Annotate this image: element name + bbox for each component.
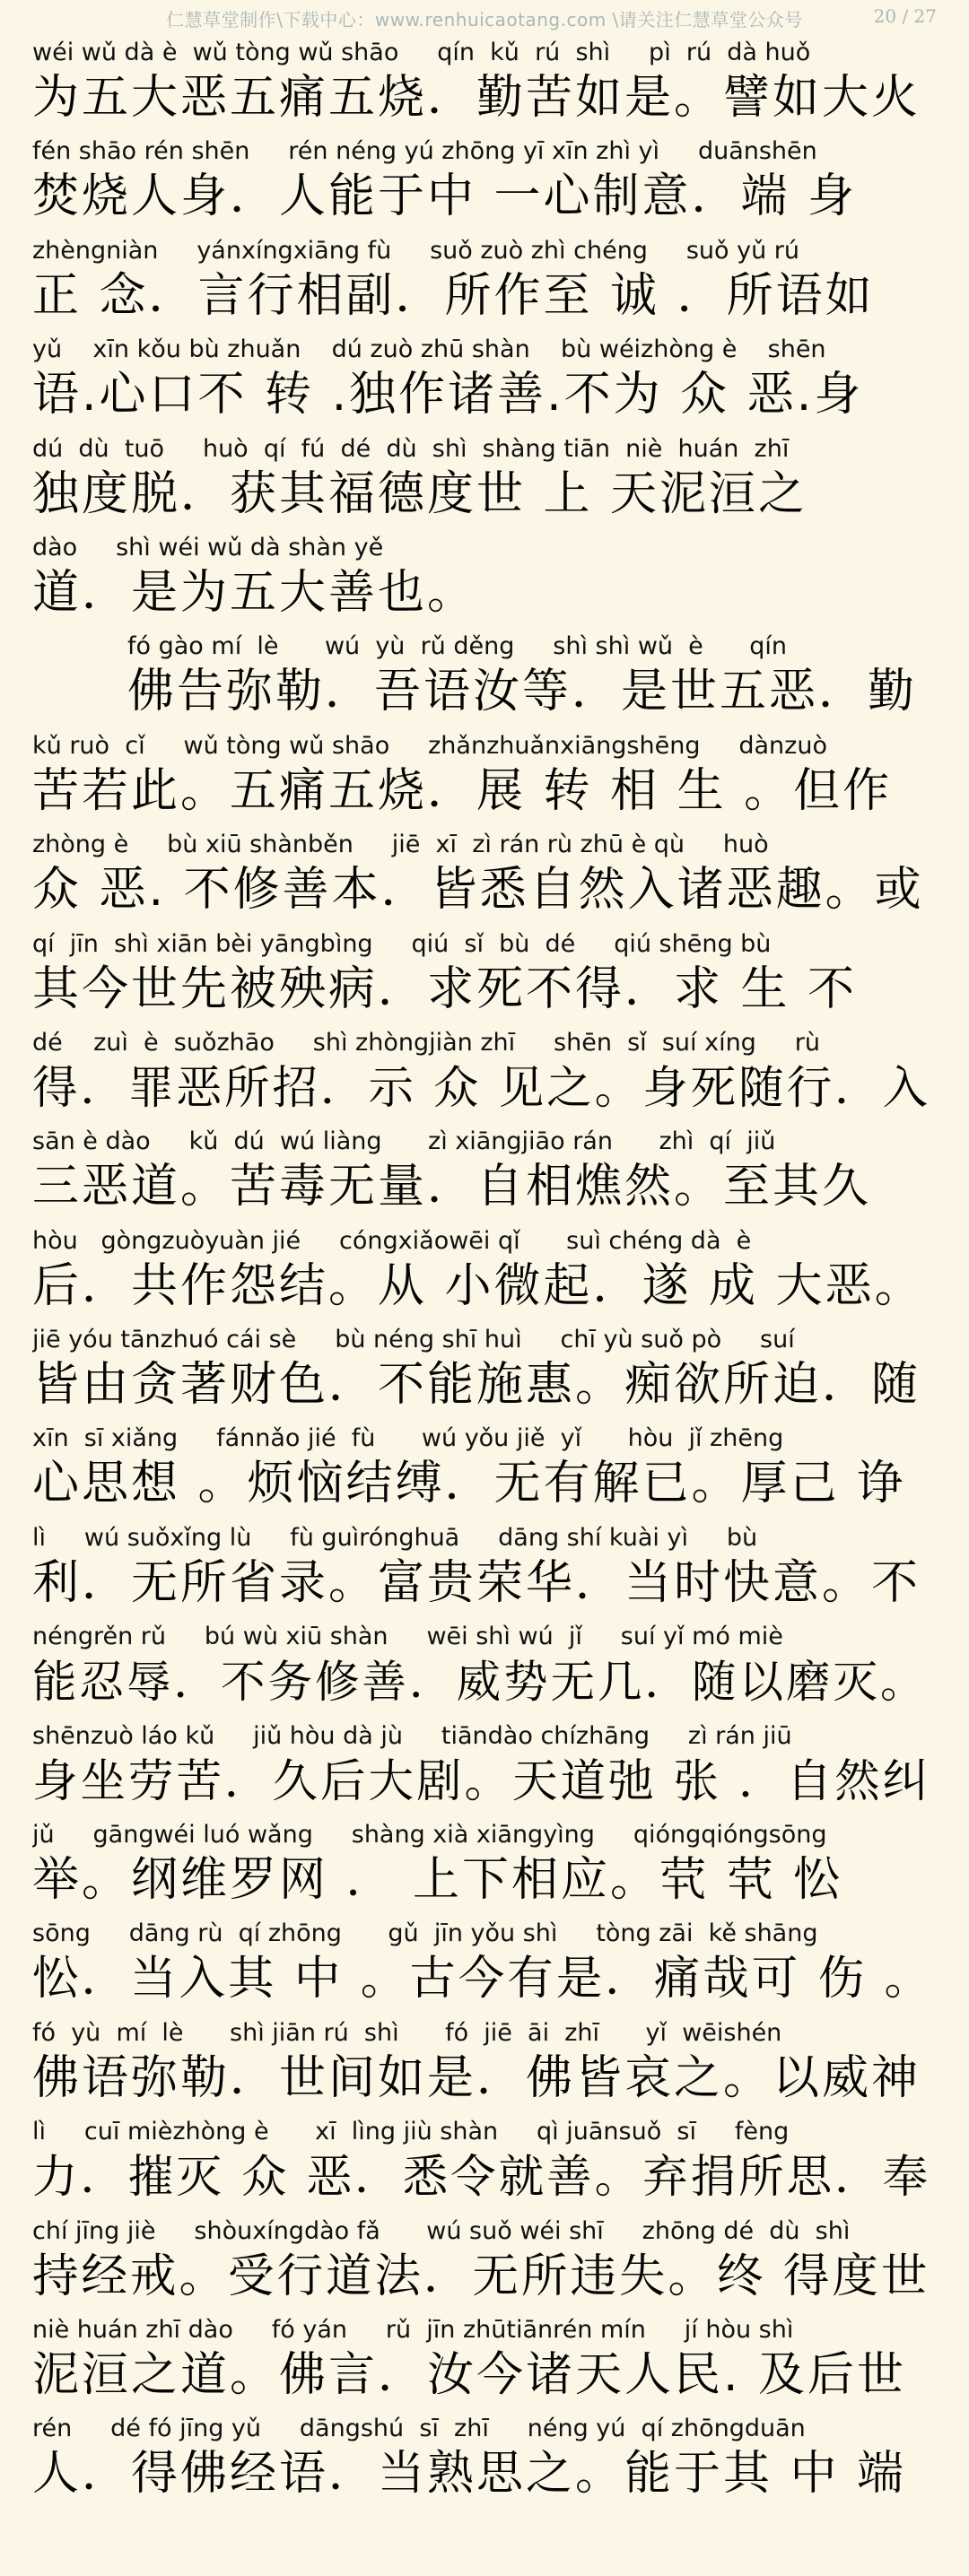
page-header xyxy=(0,0,969,34)
text-line xyxy=(32,34,951,133)
pinyin-annotation: néngrěn rǔ bú wù xiū shàn wēi shì wú jǐ suí yǐ mó miè xyxy=(32,1623,783,1651)
text-line xyxy=(32,1321,951,1420)
text-line xyxy=(32,727,951,826)
chinese-text: 心思想 。烦恼结缚．无有解已。厚己 诤 xyxy=(32,1457,907,1511)
text-line xyxy=(32,232,951,331)
text-line xyxy=(32,2015,951,2113)
text-line xyxy=(32,529,951,628)
pinyin-annotation: rén dé fó jīng yǔ dāngshú sī zhī néng yú qí zhōngduān xyxy=(32,2415,806,2443)
text-line xyxy=(32,1718,951,1816)
chinese-text: 后．共作怨结。从 小微起．遂 成 大恶。 xyxy=(32,1258,924,1313)
pinyin-annotation: fó gào mí lè wú yù rǔ děng shì shì wǔ è qín xyxy=(127,632,788,661)
pinyin-annotation: zhòng è bù xiū shànběn jiē xī zì rán rù zhū è qù huò xyxy=(32,831,769,859)
chinese-text: 其今世先被殃病．求死不得．求 生 不 xyxy=(32,962,858,1016)
chinese-text: 持经戒。受行道法．无所违失。终 得度世 xyxy=(32,2249,930,2303)
text-line xyxy=(32,2213,951,2311)
scripture-text-body xyxy=(32,34,951,2510)
pinyin-annotation: fén shāo rén shēn rén néng yú zhōng yī xīn zhì yì duānshēn xyxy=(32,137,817,166)
pinyin-annotation: chí jīng jiè shòuxíngdào fǎ wú suǒ wéi shī zhōng dé dù shì xyxy=(32,2216,851,2245)
header-source-text: 仁慧草堂制作\下载中心：www.renhuicaotang.com \请关注仁慧草堂公众号 xyxy=(166,9,803,30)
text-line xyxy=(32,628,951,727)
text-line xyxy=(32,1123,951,1222)
pinyin-annotation: dào shì wéi wǔ dà shàn yě xyxy=(32,533,384,561)
chinese-text: 身坐劳苦．久后大剧。天道弛 张 ．自然纠 xyxy=(32,1754,931,1807)
chinese-text: 焚烧人身．人能于中 一心制意．端 身 xyxy=(32,170,858,224)
pinyin-annotation: dú dù tuō huò qí fú dé dù shì shàng tiān niè huán zhī xyxy=(32,434,790,463)
chinese-text: 得．罪恶所招．示 众 见之。身死随行．入 xyxy=(32,1060,931,1114)
pinyin-annotation: shēnzuò láo kǔ jiǔ hòu dà jù tiāndào chízhāng zì rán jiū xyxy=(32,1721,792,1750)
pinyin-annotation: niè huán zhī dào fó yán rǔ jīn zhūtiānrén mín jí hòu shì xyxy=(32,2315,794,2344)
text-line xyxy=(32,1519,951,1618)
text-line xyxy=(32,1223,951,1321)
text-line xyxy=(32,1618,951,1717)
chinese-text: 举。纲维罗网 ． 上下相应。茕 茕 忪 xyxy=(32,1853,843,1908)
pinyin-annotation: sōng dāng rù qí zhōng gǔ jīn yǒu shì tòng zāi kě shāng xyxy=(32,1919,818,1948)
chinese-text: 独度脱．获其福德度世 上 天泥洹之 xyxy=(32,466,808,521)
pinyin-annotation: wéi wǔ dà è wǔ tòng wǔ shāo qín kǔ rú shì pì rú dà huǒ xyxy=(32,39,811,66)
chinese-text: 语.心口不 转 .独作诸善.不为 众 恶.身 xyxy=(32,368,864,422)
text-line xyxy=(32,2311,951,2410)
pinyin-annotation: jiē yóu tānzhuó cái sè bù néng shī huì chī yù suǒ pò suí xyxy=(32,1326,795,1354)
chinese-text: 众 恶. 不修善本．皆悉自然入诸恶趣。或 xyxy=(32,863,924,918)
chinese-text: 力．摧灭 众 恶．悉令就善。弃捐所思．奉 xyxy=(32,2150,931,2204)
chinese-text: 利．无所省录。富贵荣华．当时快意。不 xyxy=(32,1555,921,1610)
pinyin-annotation: kǔ ruò cǐ wǔ tòng wǔ shāo zhǎnzhuǎnxiāngshēng dànzuò xyxy=(32,731,827,760)
pinyin-annotation: zhèngniàn yánxíngxiāng fù suǒ zuò zhì chéng suǒ yǔ rú xyxy=(32,236,800,265)
pinyin-annotation: qí jīn shì xiān bèi yāngbìng qiú sǐ bù dé qiú shēng bù xyxy=(32,929,772,958)
pinyin-annotation: dé zuì è suǒzhāo shì zhòngjiàn zhī shēn sǐ suí xíng rù xyxy=(32,1028,820,1057)
text-line xyxy=(32,1420,951,1519)
text-line xyxy=(32,331,951,430)
pinyin-annotation: hòu gòngzuòyuàn jié cóngxiǎowēi qǐ suì chéng dà è xyxy=(32,1226,752,1255)
text-line xyxy=(32,1816,951,1915)
chinese-text: 忪．当入其 中 。古今有是．痛哉可 伤 。 xyxy=(32,1952,933,2006)
chinese-text: 为五大恶五痛五烧．勤苦如是。譬如大火 xyxy=(32,71,921,125)
page-number: 20 / 27 xyxy=(873,5,937,27)
text-line xyxy=(32,133,951,231)
pinyin-annotation: fó yù mí lè shì jiān rú shì fó jiē āi zhī yǐ wēishén xyxy=(32,2018,782,2047)
pinyin-annotation: lì wú suǒxǐng lù fù guìrónghuā dāng shí kuài yì bù xyxy=(32,1523,758,1552)
chinese-text: 正 念．言行相副．所作至 诚 ．所语如 xyxy=(32,268,875,323)
chinese-text: 能忍辱．不务修善．威势无几．随以磨灭。 xyxy=(32,1656,928,1709)
pinyin-annotation: jǔ gāngwéi luó wǎng shàng xià xiāngyìng qióngqióngsōng xyxy=(32,1821,827,1849)
chinese-text: 人．得佛经语．当熟思之。能于其 中 端 xyxy=(32,2447,907,2502)
pinyin-annotation: sān è dào kǔ dú wú liàng zì xiāngjiāo rán zhì qí jiǔ xyxy=(32,1127,776,1156)
pinyin-annotation: lì cuī mièzhòng è xī lìng jiù shàn qì juānsuǒ sī fèng xyxy=(32,2118,790,2146)
pinyin-annotation: yǔ xīn kǒu bù zhuǎn dú zuò zhū shàn bù wéizhòng è shēn xyxy=(32,335,826,364)
chinese-text: 佛语弥勒．世间如是．佛皆哀之。以威神 xyxy=(32,2050,921,2105)
text-line xyxy=(32,431,951,529)
pinyin-annotation: xīn sī xiǎng fánnǎo jié fù wú yǒu jiě yǐ hòu jǐ zhēng xyxy=(32,1424,784,1453)
chinese-text: 泥洹之道。佛言．汝今诸天人民. 及后世 xyxy=(32,2347,907,2402)
text-line xyxy=(32,2113,951,2212)
text-line xyxy=(32,1915,951,2014)
text-line xyxy=(32,1024,951,1123)
text-line xyxy=(32,2410,951,2509)
text-line xyxy=(32,926,951,1024)
chinese-text: 苦若此。五痛五烧．展 转 相 生 。但作 xyxy=(32,763,893,818)
text-line xyxy=(32,826,951,925)
chinese-text: 佛告弥勒．吾语汝等．是世五恶．勤 xyxy=(127,665,918,719)
chinese-text: 皆由贪著财色．不能施惠。痴欲所迫．随 xyxy=(32,1358,921,1413)
chinese-text: 三恶道。苦毒无量．自相燋然。至其久 xyxy=(32,1160,872,1214)
chinese-text: 道．是为五大善也。 xyxy=(32,565,477,620)
